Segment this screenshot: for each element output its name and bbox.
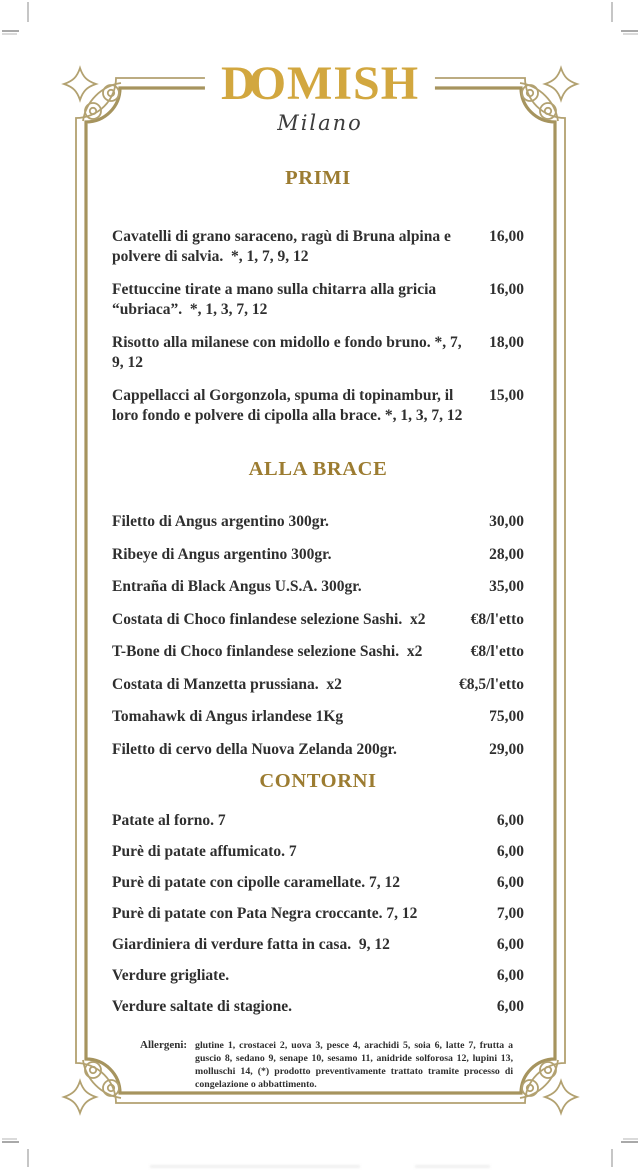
section-title: CONTORNI <box>259 770 377 792</box>
item-price: 6,00 <box>496 936 524 953</box>
item-price: €8,5/l'etto <box>459 675 524 693</box>
section-items <box>112 512 524 759</box>
item-price: 16,00 <box>489 228 524 245</box>
item-price: 15,00 <box>489 387 524 404</box>
brand-city: Milano <box>277 111 363 135</box>
item-price: 7,00 <box>496 905 524 922</box>
menu-item-row <box>112 873 524 893</box>
item-price: 28,00 <box>489 545 524 563</box>
menu-item-row <box>112 997 524 1017</box>
menu-item-row <box>112 610 524 630</box>
menu-section <box>112 166 524 425</box>
item-name: Tomahawk di Angus irlandese 1Kg <box>112 708 344 725</box>
menu-item-row <box>112 545 524 565</box>
item-name: Costata di Choco finlandese selezione Sashi. x2 <box>112 610 426 628</box>
menu-item-row <box>112 935 524 955</box>
item-name: Giardiniera di verdure fatta in casa. 9, 12 <box>112 936 390 953</box>
menu-item-row <box>112 811 524 831</box>
item-price: 6,00 <box>496 812 524 829</box>
menu-item-row <box>112 280 524 319</box>
menu-item-row <box>112 904 524 924</box>
item-price: 16,00 <box>489 281 524 298</box>
item-price: 29,00 <box>489 740 524 758</box>
item-price: €8/l'etto <box>470 610 524 628</box>
item-name: Cavatelli di grano saraceno, ragù di Bruna alpina e polvere di salvia. *, 1, 7, 9, 12 <box>112 228 451 265</box>
brand-letter-d: D <box>220 57 257 110</box>
menu-section <box>112 769 524 1017</box>
item-name: T-Bone di Choco finlandese selezione Sashi. x2 <box>112 643 423 660</box>
brand-wordmark <box>221 58 419 110</box>
item-name: Purè di patate con cipolle caramellate. 7, 12 <box>112 874 400 891</box>
menu-item-row <box>112 642 524 662</box>
menu-sections <box>112 166 524 1017</box>
item-price: 30,00 <box>489 513 524 530</box>
menu-item-row <box>112 512 524 532</box>
item-price: 6,00 <box>496 874 524 891</box>
item-price: 75,00 <box>489 708 524 725</box>
menu-item-row <box>112 740 524 760</box>
menu-item-row <box>112 966 524 986</box>
menu-item-row <box>112 675 524 695</box>
allergens-text: glutine 1, crostacei 2, uova 3, pesce 4, arachidi 5, soia 6, latte 7, frutta a guscio 8, sedano 9, senape 10, sesamo 11, anidride solforosa 12, lupini 13, molluschi 14, (*) prodotto preventivamente trattato tramite processo di congelazione o abbattimento. <box>195 1039 514 1090</box>
item-name: Patate al forno. 7 <box>112 812 226 829</box>
section-items <box>112 811 524 1017</box>
restaurant-logo <box>205 58 435 137</box>
item-name: Entraña di Black Angus U.S.A. 300gr. <box>112 578 362 595</box>
menu-item-row <box>112 707 524 727</box>
menu-content <box>112 166 524 1091</box>
item-price: 6,00 <box>496 843 524 860</box>
brand-letters-rest: MISH <box>287 57 420 110</box>
menu-section <box>112 457 524 759</box>
item-name: Risotto alla milanese con midollo e fondo bruno. *, 7, 9, 12 <box>112 334 462 371</box>
item-name: Ribeye di Angus argentino 300gr. <box>112 545 332 563</box>
item-price: 35,00 <box>489 578 524 595</box>
item-name: Fettuccine tirate a mano sulla chitarra alla gricia “ubriaca”. *, 1, 3, 7, 12 <box>112 281 437 318</box>
menu-item-row <box>112 386 524 425</box>
item-name: Verdure saltate di stagione. <box>112 998 292 1015</box>
item-name: Verdure grigliate. <box>112 967 230 984</box>
item-name: Purè di patate affumicato. 7 <box>112 843 297 860</box>
item-name: Filetto di Angus argentino 300gr. <box>112 513 329 530</box>
item-price: €8/l'etto <box>470 643 524 660</box>
section-title: PRIMI <box>285 167 351 189</box>
menu-item-row <box>112 227 524 266</box>
item-name: Filetto di cervo della Nuova Zelanda 200gr. <box>112 740 397 758</box>
menu-item-row <box>112 333 524 372</box>
item-price: 6,00 <box>496 998 524 1015</box>
menu-item-row <box>112 842 524 862</box>
item-price: 18,00 <box>489 334 524 351</box>
allergens-label: Allergeni: <box>140 1038 188 1051</box>
item-name: Purè di patate con Pata Negra croccante. 7, 12 <box>112 905 418 922</box>
section-title: ALLA BRACE <box>248 458 388 480</box>
item-name: Costata di Manzetta prussiana. x2 <box>112 675 342 693</box>
section-items <box>112 227 524 425</box>
allergens-note <box>112 1039 524 1091</box>
item-name: Cappellacci al Gorgonzola, spuma di topinambur, il loro fondo e polvere di cipolla alla brace. *, 1, 3, 7, 12 <box>112 387 463 424</box>
item-price: 6,00 <box>496 967 524 984</box>
brand-letter-o: O <box>248 57 288 110</box>
menu-item-row <box>112 577 524 597</box>
